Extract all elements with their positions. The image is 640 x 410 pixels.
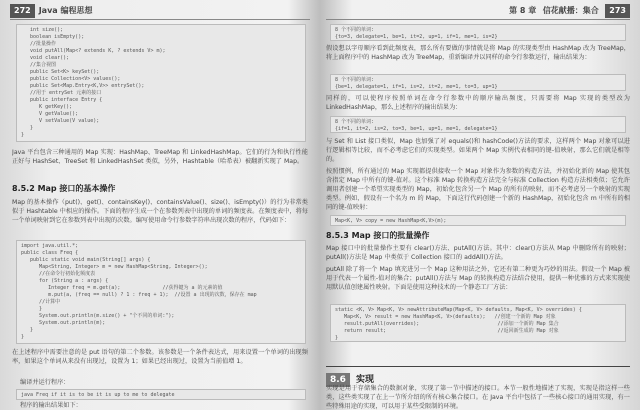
code-line: Integer freq = m.get(a); //获得键为 a 的元素的值	[21, 285, 223, 291]
paragraph-implementations: 实现是用于存储集合的数据对象，实现了第一节中描述的接口。本节一般性地描述了实现，实现是指这样一些类，这些类实现了在上一节所介绍的所有核心集合接口。在 Java 平台中包括了一些核心接口的通用实现，有一些特殊用途的实现，可以用于某些受限制的环境。	[326, 385, 630, 410]
code-line: boolean isEmpty();	[21, 34, 85, 40]
left-running-header	[10, 4, 92, 18]
code-line: V getValue();	[21, 111, 79, 117]
code-line: K getKey();	[21, 104, 73, 110]
code-line: public Collection<V> values();	[21, 76, 121, 82]
code-line: return result; //返回新生成的 Map 对象	[335, 328, 559, 334]
code-line: static <K, V> Map<K, V> newAttributeMap(Map<K, V> defaults, Map<K, V> overrides) {	[335, 307, 582, 313]
chapter-section-title: 实现	[355, 375, 374, 385]
right-chapter-title: 信花献播：集合	[542, 6, 599, 15]
code-output-linkedhashmap	[330, 116, 626, 133]
code-line: public Set<Map.Entry<K,V>> entrySet();	[21, 83, 145, 89]
paragraph-map-implementations: Java 平台包含三种通用的 Map 实现：HashMap、TreeMap 和 LinkedHashMap。它们的行为和执行性能正好与 HashSet、TreeSet 和 LinkedHashSet 类似，另外，Hashtable（哈希表）被翻新实现了 Map。	[12, 149, 308, 165]
chapter-section-number: 8.6	[326, 373, 350, 387]
code-line: //计算中	[21, 299, 61, 305]
left-page-number: 272	[10, 4, 35, 18]
code-line: for (String a : args) {	[21, 278, 109, 284]
code-line: public interface Entry {	[21, 97, 103, 103]
section-heading-basic-operations: 8.5.2 Map 接口的基本操作	[12, 184, 116, 193]
code-line: }	[21, 132, 25, 138]
code-output-treemap	[330, 74, 626, 91]
right-header-rule	[326, 19, 630, 20]
code-line: //用于 entrySet 元素的接口	[21, 90, 102, 96]
code-line: }	[335, 335, 339, 341]
code-line: import java.util.*;	[21, 243, 79, 249]
paragraph-equals-hashcode: 与 Set 和 List 接口类似，Map 也加强了对 equals()和 hashCode()方法的要求，这样两个 Map 对象可以进行逻辑相等比较，而不必考虑它们的实现类型。如果两个 Map 实例代表相同的键-值映射，那么它们就是相等的。	[326, 138, 630, 163]
section-heading-bulk-operations: 8.5.3 Map 接口的批量操作	[326, 231, 430, 240]
code-line: {to=3, delegate=1, be=1, it=2, up=1, if=1, me=1, is=2}	[335, 34, 498, 40]
code-line: m.put(a, (freq == null) ? 1 : freq + 1); //设置 a 出现的次数，保存在 map	[21, 292, 257, 298]
code-line: java Freq if it is to be it is up to me to delegate	[21, 392, 175, 398]
code-line: //集合视图	[21, 62, 57, 68]
code-line: Map<K, V> copy = new HashMap<K,V>(m);	[335, 218, 447, 224]
left-book-title: Java 编程思想	[38, 6, 93, 15]
paragraph-put-explanation: 在上述程序中需要注意的是 put 语句的第二个参数。该参数是一个条件表达式，用来设置一个单词的出现频率，如果这个单词从来没有出现过，设置为 1；如果已经出现过，设置为当前值增 1。	[12, 349, 308, 365]
left-page	[0, 0, 318, 410]
paragraph-clear-putall: Map 接口中的批量操作主要有 clear()方法、putAll()方法。其中：clear()方法从 Map 中删除所有的映射；putAll()方法是 Map 中类似于 Collection 接口的 addAll()方法。	[326, 245, 630, 261]
code-block-freq	[16, 240, 306, 344]
code-line: int size();	[21, 27, 64, 33]
paragraph-putall-usage: putAll 除了将一个 Map 填充进另一个 Map 这种用法之外，它还有第二种更为巧妙的用法。假设一个 Map 被用于代表一个属性-值对的集合；putAll()方法与 Map 的转换构造方法结合使用，提供一种优雅的方式来实现使用默认值创建属性映射。下面是使用这种技术的一个静态工厂方法：	[326, 266, 630, 291]
right-page	[322, 0, 640, 410]
code-line: void clear();	[21, 55, 70, 61]
code-block-command	[16, 389, 306, 400]
code-line: //在命令行初始化频度表	[21, 271, 96, 277]
code-line: 8 个不同的单词:	[335, 27, 375, 33]
code-line: }	[21, 125, 34, 131]
code-line: public Set<K> keySet();	[21, 69, 100, 75]
code-line: //批量操作	[21, 41, 57, 47]
code-copy-map	[330, 215, 626, 226]
paragraph-output-intro: 程序的输出结果如下：	[20, 402, 82, 409]
code-new-attribute-map	[330, 304, 626, 342]
code-line: void putAll(Map<? extends K, ? extends V> m);	[21, 48, 166, 54]
left-header-rule	[10, 19, 310, 20]
code-line: V setValue(V value);	[21, 118, 100, 124]
code-line: public class Freq {	[21, 250, 79, 256]
paragraph-linkedhashmap: 同样的，可以使程序按照单词在命令行参数中的顺序输出频度，只需要将 Map 实现的类型改为 LinkedHashMap，那么上述程序的输出结果为：	[326, 95, 630, 111]
code-line: 8 个不同的单词:	[335, 77, 375, 83]
paragraph-basic-operations: Map 的基本操作（put()、get()、containsKey()、containsValue()、size()、isEmpty()）的行为非常类似于 Hashtable 中相应的操作。下面的程序生成一个在参数列表中出现的单词的频度表。在频度表中，将每一个单词映射到它在参数列表中出现的次数。编写使用命令行参数字符串出现次数的程序，代码如下：	[12, 199, 308, 224]
code-line: {if=1, it=2, is=2, to=3, be=1, up=1, me=1, delegate=1}	[335, 126, 498, 132]
code-block-map-interface	[16, 24, 306, 142]
code-line: result.putAll(overrides); //添加一个新的 Map 集合	[335, 321, 559, 327]
code-line: }	[21, 327, 34, 333]
right-running-header	[509, 4, 630, 18]
right-chapter-label: 第 8 章	[509, 6, 537, 15]
code-line: 8 个不同的单词:	[335, 119, 375, 125]
code-output-hashmap	[330, 24, 626, 41]
chapter-section-heading	[326, 366, 630, 385]
code-line: }	[21, 306, 43, 312]
code-line: Map<String, Integer> m = new HashMap<String, Integer>();	[21, 264, 208, 270]
right-page-number: 273	[605, 4, 630, 18]
code-line: }	[21, 334, 25, 340]
code-line: {be=1, delegate=1, if=1, is=2, it=2, me=1, to=3, up=1}	[335, 84, 498, 90]
paragraph-conversion-constructor: 按照惯例，所有通过的 Map 实现都提供接收一个 Map 对象作为参数的构造方法，并初始化新的 Map 使其包含指定 Map 中所有的键-值对。这个标准 Map 转换构造方法完全与标准 Collection 构造方法相类似；它允许调用者创建一个希望实现类型的 Map，初始化包含另一个 Map 的所有的映射，而不必考虑另一个映射的实现类型。例如，假设有一个名为 m 的 Map，下面这行代码创建一个新的 HashMap，初始化包含 m 中所有的相同的键-值映射：	[326, 168, 630, 211]
code-line: System.out.println(m);	[21, 320, 106, 326]
paragraph-compile-run: 编译并运行程序：	[20, 379, 70, 386]
code-line: Map<K, V> result = new HashMap<K, V>(defaults); //创建一个新的 Map 对象	[335, 314, 556, 320]
paragraph-treemap: 假设想以字母顺序看到此频度表，那么所有要做的事情就是将 Map 的实现类型由 HashMap 改为 TreeMap，将上面程序中的 HashMap 改为 TreeMap，重新编译并以同样的命令行参数运行，输出结果为：	[326, 45, 630, 61]
code-line: System.out.println(m.size() + "个不同的单词:");	[21, 313, 175, 319]
code-line: public static void main(String[] args) {	[21, 257, 151, 263]
